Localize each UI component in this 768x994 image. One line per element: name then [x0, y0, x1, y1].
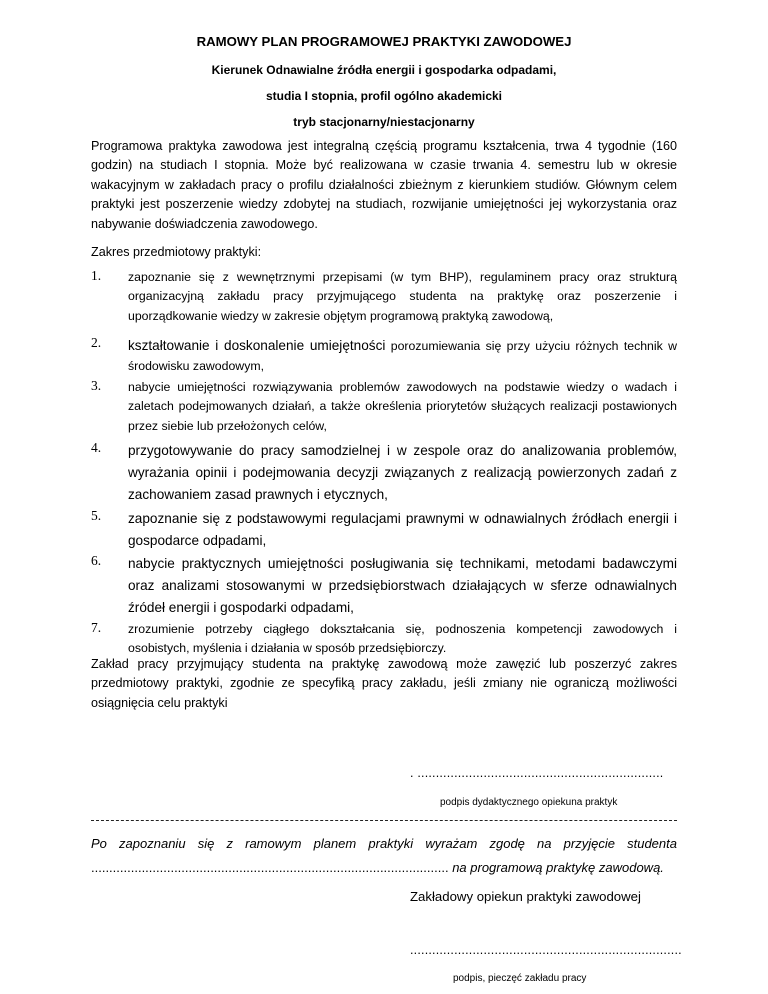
list-item-text: nabycie umiejętności rozwiązywania problemów zawodowych na podstawie wiedzy o wadach i zaletach podejmowanych działań, a także określenia priorytetów służących realizacji postawionych przez siebie lub przełożonych celów, — [128, 380, 677, 433]
list-item-number: 6. — [91, 553, 102, 568]
signature-caption-company: podpis, pieczęć zakładu pracy — [453, 973, 587, 984]
study-mode-line: tryb stacjonarny/niestacjonarny — [293, 115, 475, 129]
signature-caption-supervisor: podpis dydaktycznego opiekuna praktyk — [440, 797, 618, 808]
list-item-number: 4. — [91, 440, 102, 455]
document-title: RAMOWY PLAN PROGRAMOWEJ PRAKTYKI ZAWODOWEJ — [196, 34, 572, 49]
list-item-text: zapoznanie się z podstawowymi regulacjami prawnymi w odnawialnych źródłach energii i gospodarce odpadami, — [128, 511, 677, 548]
student-name-blank: ................................................................................................... — [91, 860, 449, 875]
consent-continuation — [91, 856, 677, 880]
intro-paragraph: Programowa praktyka zawodowa jest integralną częścią programu kształcenia, trwa 4 tygodnie (160 godzin) na studiach I stopnia. Może być realizowana w czasie trwania 4. semestru lub w okresie wakacyjnym w zakładach pracy o profilu działalności zbieżnym z kierunkiem studiów. Głównym celem praktyki jest poszerzenie wiedzy zdobytej na studiach, rozwijanie umiejętności jej wykorzystania oraz nabywanie doświadczenia zawodowego. — [91, 139, 677, 231]
list-item-text-small: porozumiewania się przy użyciu różnych technik w środowisku zawodowym, — [128, 339, 677, 373]
signature-line-supervisor: . ................................................................... — [410, 766, 664, 780]
list-item-text: zapoznanie się z wewnętrznymi przepisami (w tym BHP), regulaminem pracy oraz strukturą organizacyjną zakładu pracy przyjmującego studenta na praktykę oraz poszerzenie i uporządkowanie wiedzy w zakresie objętym programową praktyką zawodową, — [128, 270, 677, 323]
consent-line: Po zapoznaniu się z ramowym planem praktyki wyrażam zgodę na przyjęcie studenta — [91, 836, 677, 851]
list-item-number: 7. — [91, 620, 102, 635]
consent-statement — [91, 832, 677, 880]
list-item-text: nabycie praktycznych umiejętności posługiwania się technikami, metodami badawczymi oraz analizami stosowanymi w przedsiębiorstwach działających w sferze odnawialnych źródeł energii i gospodarki odpadami, — [128, 556, 677, 615]
study-level-line: studia I stopnia, profil ogólno akademicki — [265, 89, 503, 103]
list-item-number: 2. — [91, 335, 102, 350]
consent-ending: na programową praktykę zawodową. — [448, 860, 664, 875]
list-item-number: 5. — [91, 508, 102, 523]
scope-heading: Zakres przedmiotowy praktyki: — [91, 245, 262, 259]
list-item-text: przygotowywanie do pracy samodzielnej i w zespole oraz do analizowania problemów, wyrażania opinii i podejmowania decyzji związanych z realizacją powierzonych zadań z zachowaniem zasad prawnych i etycznych, — [128, 443, 677, 502]
list-item-text: zrozumienie potrzeby ciągłego dokształcania się, podnoszenia kompetencji zawodowych i osobistych, myślenia i działania w sposób przedsiębiorczy. — [128, 622, 677, 656]
program-line: Kierunek Odnawialne źródła energii i gospodarka odpadami, — [211, 63, 557, 77]
signature-line-company: .......................................................................... — [410, 943, 682, 957]
list-item-text — [128, 335, 677, 376]
cut-line-divider — [91, 820, 677, 821]
list-item-text-large: kształtowanie i doskonalenie umiejętności — [128, 338, 386, 353]
closing-paragraph: Zakład pracy przyjmujący studenta na praktykę zawodową może zawęzić lub poszerzyć zakres przedmiotowy praktyki, zgodnie ze specyfiką pracy zakładu, jeśli zmiany nie ograniczą możliwości osiągnięcia celu praktyki — [91, 657, 677, 710]
list-item-number: 1. — [91, 268, 102, 283]
list-item-number: 3. — [91, 378, 102, 393]
company-supervisor-label: Zakładowy opiekun praktyki zawodowej — [410, 889, 641, 904]
